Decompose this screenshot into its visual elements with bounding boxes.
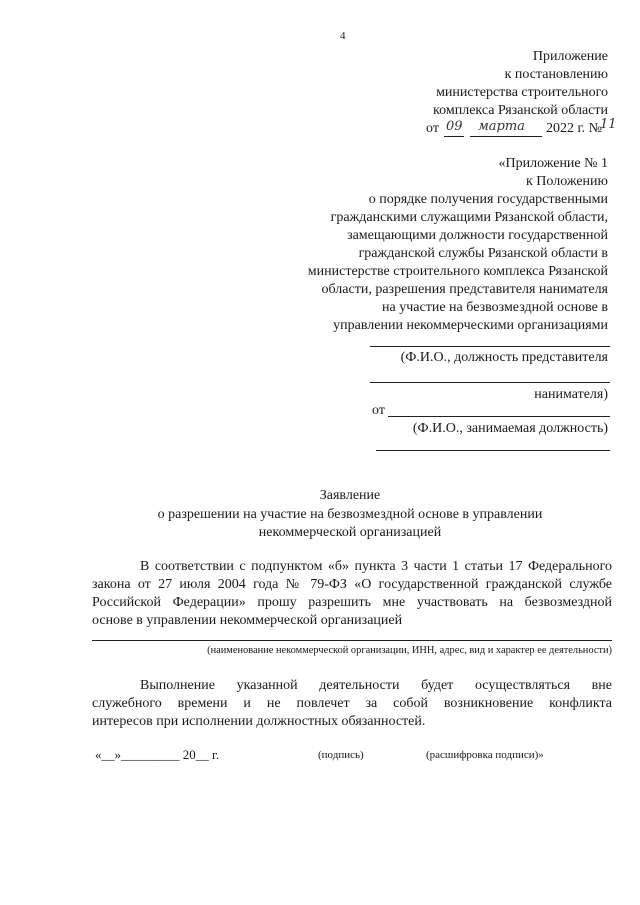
- header-line-1: Приложение: [532, 49, 608, 64]
- date-day-line: [444, 136, 464, 137]
- title-line-2: о разрешении на участие на безвозмездной основе в управлении: [157, 507, 543, 522]
- date-year: 2022 г. №: [546, 121, 603, 136]
- para2-line-2: служебного времени и не повлечет за собой возникновение конфликта: [92, 696, 612, 711]
- date-number: 11: [600, 117, 617, 132]
- header-line-2: к постановлению: [504, 67, 608, 82]
- para1-line-2: закона от 27 июля 2004 года № 79-ФЗ «О государственной гражданской службе: [92, 577, 612, 592]
- rep-label-2: нанимателя): [534, 387, 608, 402]
- para2-line-3: интересов при исполнении должностных обязанностей.: [92, 714, 426, 729]
- page-number: 4: [340, 30, 346, 42]
- title-line-3: некоммерческой организацией: [258, 525, 442, 540]
- para1-line-4: основе в управлении некоммерческой организацией: [92, 613, 403, 628]
- rep-label: (Ф.И.О., должность представителя: [400, 350, 608, 365]
- appendix-line-3: о порядке получения государственными: [368, 192, 608, 207]
- header-date-prefix: от: [426, 121, 439, 136]
- from-fill-line: [388, 416, 610, 417]
- header-line-4: комплекса Рязанской области: [433, 103, 608, 118]
- para2-line-1: Выполнение указанной деятельности будет осуществляться вне: [140, 678, 612, 693]
- from-prefix: от: [372, 403, 385, 418]
- signature-sign-label: (подпись): [318, 749, 364, 761]
- appendix-line-6: гражданской службы Рязанской области в: [358, 246, 608, 261]
- appendix-line-2: к Положению: [525, 174, 608, 189]
- appendix-line-8: области, разрешения представителя нанимателя: [321, 282, 608, 297]
- signature-decode-label: (расшифровка подписи)»: [426, 749, 544, 761]
- org-label: (наименование некоммерческой организации, ИНН, адрес, вид и характер ее деятельности): [207, 645, 612, 656]
- date-day: 09: [446, 119, 463, 134]
- rep-fill-line-1: [370, 346, 610, 347]
- appendix-line-7: министерстве строительного комплекса Рязанской: [307, 264, 608, 279]
- from-label: (Ф.И.О., занимаемая должность): [412, 421, 608, 436]
- appendix-line-10: управлении некоммерческими организациями: [333, 318, 608, 333]
- appendix-line-4: гражданскими служащими Рязанской области,: [330, 210, 608, 225]
- from-fill-line-2: [376, 450, 610, 451]
- appendix-line-1: «Приложение № 1: [498, 156, 608, 171]
- rep-fill-line-2: [370, 382, 610, 383]
- appendix-line-9: на участие на безвозмездной основе в: [382, 300, 608, 315]
- date-month-line: [470, 136, 542, 137]
- title-line-1: Заявление: [319, 488, 381, 503]
- para1-line-1: В соответствии с подпунктом «б» пункта 3 части 1 статьи 17 Федерального: [140, 559, 612, 574]
- date-month: марта: [478, 119, 525, 134]
- org-fill-line: [92, 640, 612, 641]
- signature-date: «__»_________ 20__ г.: [95, 747, 220, 762]
- header-line-3: министерства строительного: [436, 85, 608, 100]
- para1-line-3: Российской Федерации» прошу разрешить мне участвовать на безвозмездной: [92, 595, 612, 610]
- appendix-line-5: замещающими должности государственной: [347, 228, 608, 243]
